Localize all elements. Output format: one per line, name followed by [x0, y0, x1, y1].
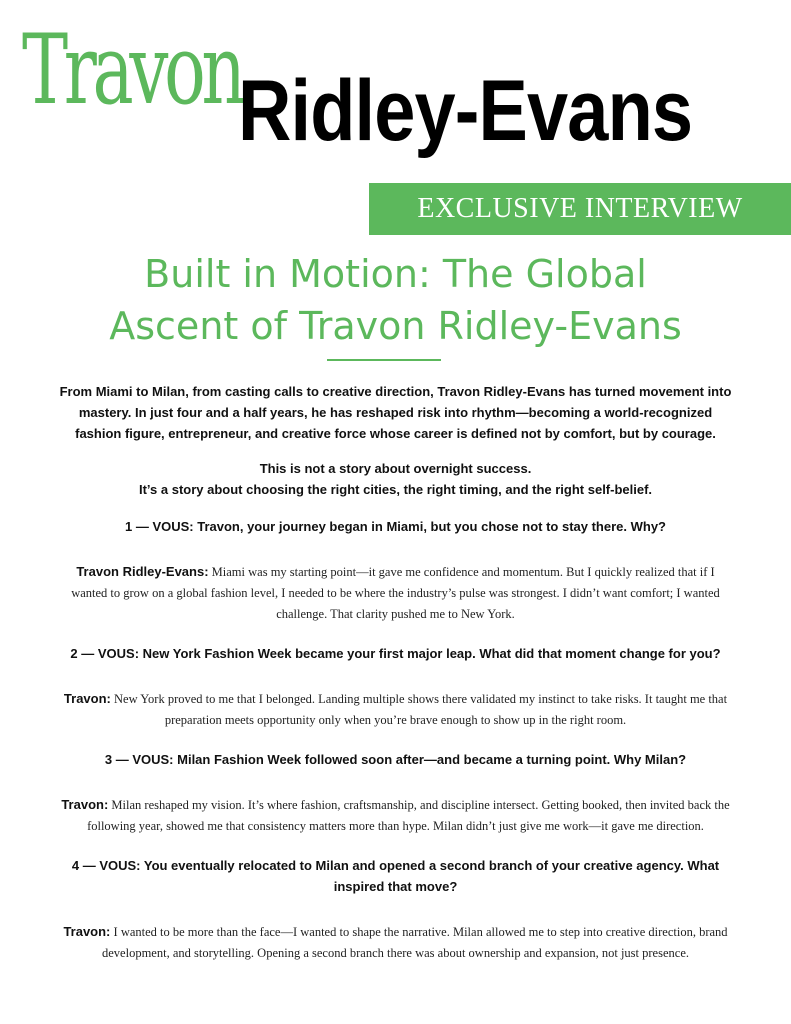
tagline-line-1: This is not a story about overnight success.: [259, 461, 532, 476]
intro-paragraph: From Miami to Milan, from casting calls to creative direction, Travon Ridley-Evans has turned movement into mastery. In just four and a half years, he has reshaped risk into rhythm—becoming a world-recognized fashion figure, entrepreneur, and creative force whose career is defined not by comfort, but by courage.: [59, 384, 732, 441]
headline-line-1: Built in Motion: The Global: [144, 252, 647, 296]
question-4: 4 — VOUS: You eventually relocated to Milan and opened a second branch of your creative agency. What inspired that move?: [71, 858, 720, 894]
answer-text: New York proved to me that I belonged. Landing multiple shows there validated my instinct to take risks. It taught me that preparation meets opportunity only when you’re brave enough to show up in the right room.: [114, 692, 728, 727]
answer-2: [58, 688, 733, 731]
headline-divider: [327, 359, 441, 361]
speaker-label: Travon:: [61, 797, 109, 812]
answer-text: Miami was my starting point—it gave me confidence and momentum. But I quickly realized that if I wanted to grow on a global fashion level, I needed to be where the industry’s pulse was strongest. I didn’t want comfort; I wanted challenge. That clarity pushed me to New York.: [71, 565, 720, 621]
question-1: 1 — VOUS: Travon, your journey began in Miami, but you chose not to stay there. Why?: [124, 519, 667, 534]
question-3: 3 — VOUS: Milan Fashion Week followed soon after—and became a turning point. Why Milan?: [104, 752, 687, 767]
tagline: [58, 458, 733, 500]
speaker-label: Travon:: [63, 691, 111, 706]
answer-1: [58, 561, 733, 625]
exclusive-interview-banner: EXCLUSIVE INTERVIEW: [369, 183, 791, 235]
article-headline: [40, 248, 751, 352]
masthead-last-name: Ridley-Evans: [238, 63, 693, 159]
headline-line-2: Ascent of Travon Ridley-Evans: [109, 304, 682, 348]
article-body: [58, 381, 733, 982]
masthead-first-name: Travon: [22, 14, 242, 126]
speaker-label: Travon Ridley-Evans:: [76, 564, 209, 579]
answer-text: Milan reshaped my vision. It’s where fashion, craftsmanship, and discipline intersect. Getting booked, then invited back the following year, showed me that consistency matters more than hype. Milan didn’t just give me work—it gave me direction.: [87, 798, 730, 833]
answer-text: I wanted to be more than the face—I wanted to shape the narrative. Milan allowed me to step into creative direction, brand development, and storytelling. Opening a second branch there was about ownership and expansion, not just presence.: [102, 925, 728, 960]
answer-3: [58, 794, 733, 837]
question-2: 2 — VOUS: New York Fashion Week became your first major leap. What did that moment change for you?: [70, 646, 721, 661]
speaker-label: Travon:: [63, 924, 111, 939]
answer-4: [58, 921, 733, 964]
tagline-line-2: It’s a story about choosing the right cities, the right timing, and the right self-belief.: [138, 482, 653, 497]
